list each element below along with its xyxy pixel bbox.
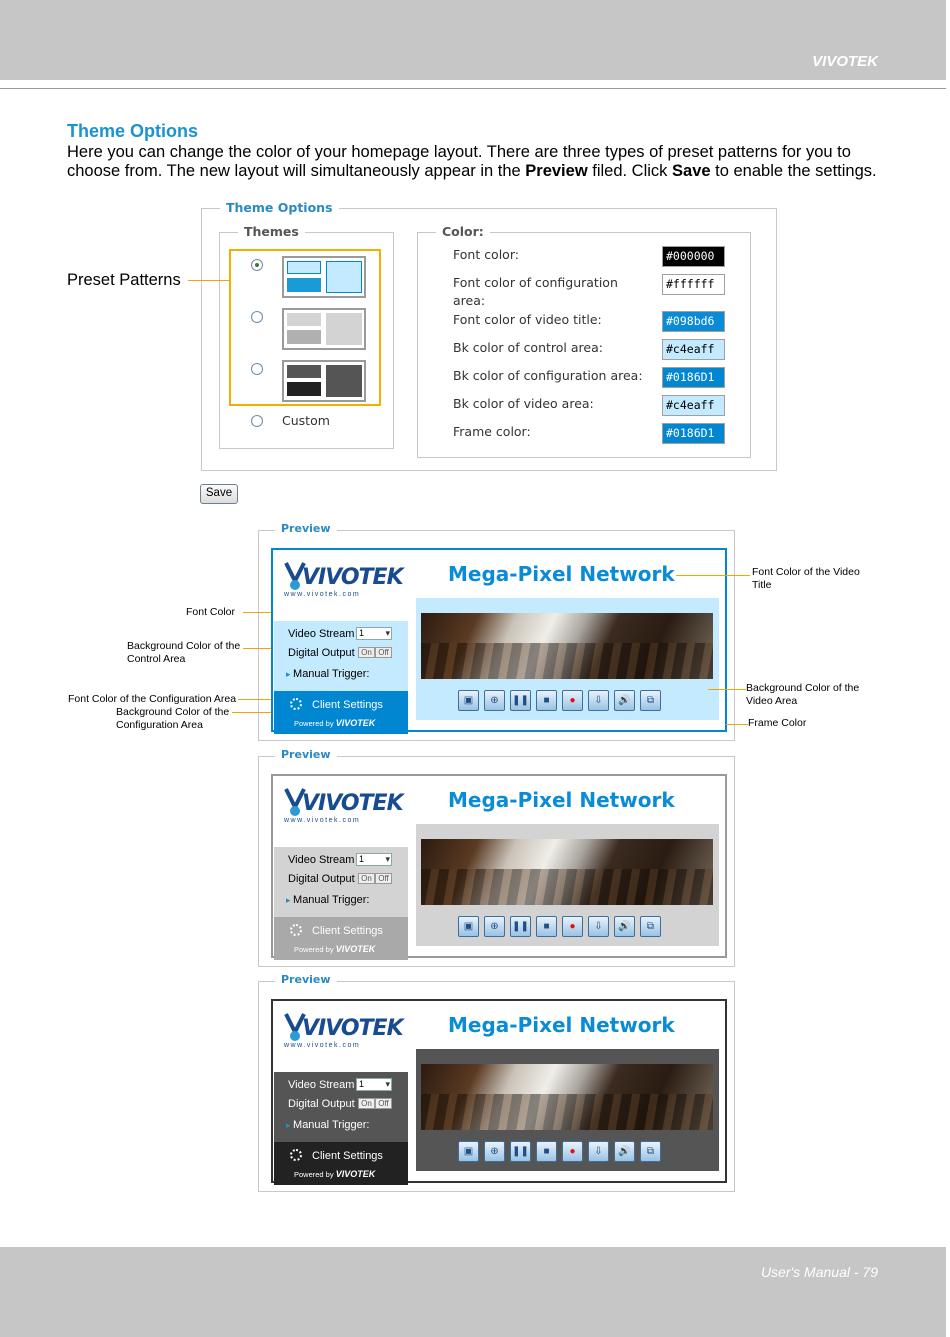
color-input-1[interactable]: #ffffff bbox=[662, 274, 725, 295]
preview-panel-2 bbox=[258, 973, 735, 1192]
camera-icon[interactable]: ▣ bbox=[458, 1141, 479, 1162]
powered-by-brand: VIVOTEK bbox=[335, 718, 376, 728]
annot-frame-color: Frame Color bbox=[748, 717, 807, 729]
color-label-5: Bk color of video area: bbox=[453, 396, 594, 411]
annot-font-video-title: Font Color of the Video Title bbox=[752, 566, 860, 591]
powered-by-text: Powered by bbox=[294, 945, 334, 954]
client-settings-link[interactable]: Client Settings bbox=[312, 699, 383, 711]
preview-video-area bbox=[416, 598, 719, 720]
preview-logo-text: VIVOTEK bbox=[302, 791, 403, 816]
fullscreen-icon[interactable]: ⧉ bbox=[640, 690, 661, 711]
record-icon[interactable]: ● bbox=[562, 690, 583, 711]
manual-trigger-label[interactable] bbox=[286, 668, 369, 680]
intro-bold-preview: Preview bbox=[525, 162, 588, 180]
digital-output-toggle[interactable] bbox=[358, 647, 394, 658]
manual-trigger-label[interactable] bbox=[286, 894, 369, 906]
powered-by-brand: VIVOTEK bbox=[335, 1169, 376, 1179]
zoom-icon[interactable]: ⊕ bbox=[484, 1141, 505, 1162]
preview-frame bbox=[271, 774, 727, 958]
annot-bg-video: Background Color of the Video Area bbox=[746, 682, 860, 707]
powered-by-text: Powered by bbox=[294, 1170, 334, 1179]
video-frame-image bbox=[421, 1064, 713, 1130]
digital-output-label: Digital Output bbox=[288, 873, 355, 885]
header-rule bbox=[0, 88, 946, 89]
powered-by-brand: VIVOTEK bbox=[335, 944, 376, 954]
preview-title: Mega-Pixel Network bbox=[448, 788, 675, 812]
preview-legend: Preview bbox=[275, 748, 337, 761]
gear-icon bbox=[290, 924, 302, 936]
color-legend: Color: bbox=[436, 224, 490, 239]
theme-radio-custom[interactable] bbox=[251, 415, 263, 427]
intro-text-3: to enable the settings. bbox=[710, 162, 877, 180]
theme-options-legend: Theme Options bbox=[220, 200, 339, 215]
record-icon[interactable]: ● bbox=[562, 916, 583, 937]
digital-output-toggle[interactable] bbox=[358, 873, 394, 884]
download-icon[interactable]: ⇩ bbox=[588, 1141, 609, 1162]
on-button[interactable]: On bbox=[358, 873, 375, 884]
intro-text-1: Here you can change the color of your homepage layout. There are three types of preset patterns for you to choose from. The new layout will simultaneously appear in the bbox=[67, 143, 851, 180]
preview-frame bbox=[271, 999, 727, 1183]
preview-title: Mega-Pixel Network bbox=[448, 562, 675, 586]
powered-by-text: Powered by bbox=[294, 719, 334, 728]
annot-font-color: Font Color bbox=[186, 606, 236, 618]
preview-logo-area bbox=[274, 777, 408, 847]
video-frame-image bbox=[421, 839, 713, 905]
color-label-6: Frame color: bbox=[453, 424, 531, 439]
color-label-1: Font color of configuration area: bbox=[453, 275, 618, 308]
video-stream-select[interactable]: 1 ▾ bbox=[356, 627, 392, 640]
intro-paragraph bbox=[67, 143, 887, 181]
powered-by bbox=[294, 718, 375, 728]
pause-icon[interactable]: ❚❚ bbox=[510, 1141, 531, 1162]
annot-frame-color-line bbox=[726, 724, 748, 725]
theme-thumb-gray[interactable] bbox=[282, 308, 366, 350]
gear-icon bbox=[290, 1149, 302, 1161]
color-input-3[interactable]: #c4eaff bbox=[662, 339, 725, 360]
speaker-icon[interactable]: 🔊 bbox=[614, 1141, 635, 1162]
preset-patterns-callout: Preset Patterns bbox=[67, 271, 181, 289]
theme-thumb-blue[interactable] bbox=[282, 256, 366, 298]
camera-icon[interactable]: ▣ bbox=[458, 916, 479, 937]
preset-callout-line bbox=[188, 280, 230, 281]
theme-radio-blue[interactable] bbox=[251, 259, 263, 271]
manual-trigger-text: Manual Trigger: bbox=[293, 894, 370, 906]
manual-trigger-text: Manual Trigger: bbox=[293, 668, 370, 680]
preview-frame bbox=[271, 548, 727, 732]
video-stream-label: Video Stream bbox=[288, 1079, 355, 1091]
preview-control-area bbox=[274, 847, 408, 917]
page-number: User's Manual - 79 bbox=[760, 1264, 878, 1280]
off-button[interactable]: Off bbox=[375, 1098, 392, 1109]
annot-bg-control: Background Color of the Control Area bbox=[127, 640, 241, 665]
camera-icon[interactable]: ▣ bbox=[458, 690, 479, 711]
preview-panel-0 bbox=[258, 522, 735, 741]
color-label-4: Bk color of configuration area: bbox=[453, 368, 643, 383]
gear-icon bbox=[290, 698, 302, 710]
preview-logo-area bbox=[274, 1002, 408, 1072]
stop-icon[interactable]: ■ bbox=[536, 690, 557, 711]
color-label-0: Font color: bbox=[453, 247, 519, 262]
annot-bg-video-line bbox=[708, 689, 746, 690]
powered-by bbox=[294, 1169, 375, 1179]
preview-title: Mega-Pixel Network bbox=[448, 1013, 675, 1037]
theme-radio-gray[interactable] bbox=[251, 311, 263, 323]
pause-icon[interactable]: ❚❚ bbox=[510, 916, 531, 937]
download-icon[interactable]: ⇩ bbox=[588, 690, 609, 711]
download-icon[interactable]: ⇩ bbox=[588, 916, 609, 937]
zoom-icon[interactable]: ⊕ bbox=[484, 916, 505, 937]
powered-by bbox=[294, 944, 375, 954]
preview-config-area bbox=[274, 1142, 408, 1185]
save-button[interactable]: Save bbox=[200, 484, 238, 504]
intro-text-2: filed. Click bbox=[587, 162, 673, 180]
video-frame-image bbox=[421, 613, 713, 679]
client-settings-link[interactable]: Client Settings bbox=[312, 1150, 383, 1162]
color-input-2[interactable]: #098bd6 bbox=[662, 311, 725, 332]
footer-band bbox=[0, 1247, 946, 1337]
off-button[interactable]: Off bbox=[375, 647, 392, 658]
annot-font-video-title-line bbox=[676, 575, 750, 576]
video-stream-label: Video Stream bbox=[288, 854, 355, 866]
video-stream-select[interactable]: 1 ▾ bbox=[356, 1078, 392, 1091]
annot-bg-config-line bbox=[232, 712, 271, 713]
video-stream-label: Video Stream bbox=[288, 628, 355, 640]
stop-icon[interactable]: ■ bbox=[536, 1141, 557, 1162]
speaker-icon[interactable]: 🔊 bbox=[614, 916, 635, 937]
intro-bold-save: Save bbox=[672, 162, 711, 180]
preview-config-area bbox=[274, 691, 408, 734]
preview-logo-url: www.vivotek.com bbox=[284, 817, 361, 824]
color-input-0[interactable]: #000000 bbox=[662, 246, 725, 267]
digital-output-label: Digital Output bbox=[288, 1098, 355, 1110]
color-input-6[interactable]: #0186D1 bbox=[662, 423, 725, 444]
color-label-2: Font color of video title: bbox=[453, 312, 602, 327]
preview-control-area bbox=[274, 1072, 408, 1142]
fullscreen-icon[interactable]: ⧉ bbox=[640, 1141, 661, 1162]
preview-config-area bbox=[274, 917, 408, 960]
fullscreen-icon[interactable]: ⧉ bbox=[640, 916, 661, 937]
theme-thumb-dark[interactable] bbox=[282, 360, 366, 402]
pause-icon[interactable]: ❚❚ bbox=[510, 690, 531, 711]
color-input-5[interactable]: #c4eaff bbox=[662, 395, 725, 416]
custom-label: Custom bbox=[282, 413, 330, 428]
preview-logo-url: www.vivotek.com bbox=[284, 1042, 361, 1049]
annot-font-color-line bbox=[243, 612, 271, 613]
preview-logo-text: VIVOTEK bbox=[302, 1016, 403, 1041]
theme-radio-dark[interactable] bbox=[251, 363, 263, 375]
preview-logo-url: www.vivotek.com bbox=[284, 591, 361, 598]
chevron-right-icon: ▸ bbox=[286, 669, 294, 679]
stop-icon[interactable]: ■ bbox=[536, 916, 557, 937]
client-settings-link[interactable]: Client Settings bbox=[312, 925, 383, 937]
on-button[interactable]: On bbox=[358, 1098, 375, 1109]
preview-legend: Preview bbox=[275, 973, 337, 986]
manual-trigger-text: Manual Trigger: bbox=[293, 1119, 370, 1131]
zoom-icon[interactable]: ⊕ bbox=[484, 690, 505, 711]
speaker-icon[interactable]: 🔊 bbox=[614, 690, 635, 711]
preview-video-area bbox=[416, 1049, 719, 1171]
chevron-right-icon: ▸ bbox=[286, 895, 294, 905]
header-brand: VIVOTEK bbox=[812, 53, 878, 70]
manual-trigger-label[interactable] bbox=[286, 1119, 369, 1131]
digital-output-label: Digital Output bbox=[288, 647, 355, 659]
preview-video-area bbox=[416, 824, 719, 946]
color-input-4[interactable]: #0186D1 bbox=[662, 367, 725, 388]
preview-logo-area bbox=[274, 551, 408, 621]
chevron-right-icon: ▸ bbox=[286, 1120, 294, 1130]
preview-control-area bbox=[274, 621, 408, 691]
annot-font-config: Font Color of the Configuration Area bbox=[68, 693, 237, 705]
annot-bg-config: Background Color of the Configuration Area bbox=[116, 706, 230, 731]
preview-logo-text: VIVOTEK bbox=[302, 565, 403, 590]
on-button[interactable]: On bbox=[358, 647, 375, 658]
annot-font-config-line bbox=[238, 699, 271, 700]
digital-output-toggle[interactable] bbox=[358, 1098, 394, 1109]
header-band bbox=[0, 0, 946, 80]
off-button[interactable]: Off bbox=[375, 873, 392, 884]
color-label-3: Bk color of control area: bbox=[453, 340, 603, 355]
preview-legend: Preview bbox=[275, 522, 337, 535]
video-stream-select[interactable]: 1 ▾ bbox=[356, 853, 392, 866]
themes-legend: Themes bbox=[238, 224, 305, 239]
annot-bg-control-line bbox=[243, 648, 271, 649]
section-title: Theme Options bbox=[67, 121, 199, 141]
record-icon[interactable]: ● bbox=[562, 1141, 583, 1162]
preview-panel-1 bbox=[258, 748, 735, 967]
